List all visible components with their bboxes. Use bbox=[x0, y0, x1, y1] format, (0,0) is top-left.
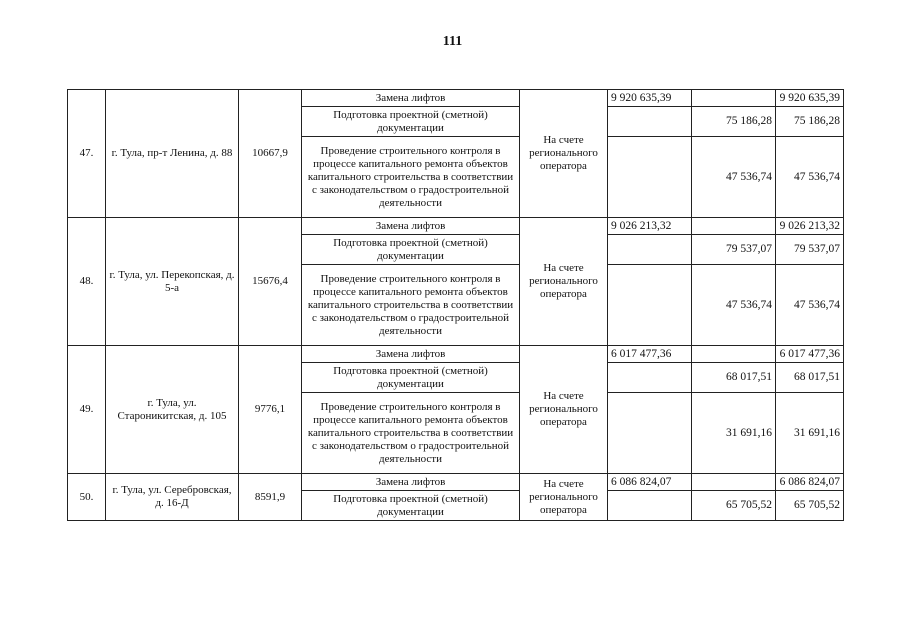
area-cell: 10667,9 bbox=[239, 90, 302, 218]
total-cell: 31 691,16 bbox=[776, 393, 844, 474]
total-cell: 75 186,28 bbox=[776, 107, 844, 137]
cost-cell: 6 086 824,07 bbox=[608, 474, 692, 491]
cost-cell bbox=[692, 90, 776, 107]
address-cell: г. Тула, ул. Серебровская, д. 16-Д bbox=[106, 474, 239, 521]
cost-cell: 79 537,07 bbox=[692, 235, 776, 265]
cost-cell bbox=[608, 265, 692, 346]
row-number: 48. bbox=[68, 218, 106, 346]
work-type-cell: Замена лифтов bbox=[302, 346, 520, 363]
address-cell: г. Тула, ул. Перекопская, д. 5-а bbox=[106, 218, 239, 346]
account-cell: На счете регионального оператора bbox=[520, 474, 608, 521]
total-cell: 47 536,74 bbox=[776, 265, 844, 346]
table-row bbox=[68, 90, 844, 107]
cost-cell: 68 017,51 bbox=[692, 363, 776, 393]
work-type-cell: Проведение строительного контроля в процессе капитального ремонта объектов капитального строительства в соответствии с законодательством о градостроительной деятельности bbox=[302, 393, 520, 474]
cost-cell bbox=[692, 218, 776, 235]
cost-cell: 47 536,74 bbox=[692, 137, 776, 218]
work-type-cell: Замена лифтов bbox=[302, 474, 520, 491]
total-cell: 68 017,51 bbox=[776, 363, 844, 393]
page-number: 111 bbox=[442, 34, 463, 49]
table-row bbox=[68, 474, 844, 491]
total-cell: 79 537,07 bbox=[776, 235, 844, 265]
work-type-cell: Проведение строительного контроля в процессе капитального ремонта объектов капитального строительства в соответствии с законодательством о градостроительной деятельности bbox=[302, 265, 520, 346]
cost-cell: 47 536,74 bbox=[692, 265, 776, 346]
row-number: 49. bbox=[68, 346, 106, 474]
work-type-cell: Подготовка проектной (сметной) документации bbox=[302, 235, 520, 265]
cost-cell: 6 017 477,36 bbox=[608, 346, 692, 363]
table-row bbox=[68, 218, 844, 235]
account-cell: На счете регионального оператора bbox=[520, 218, 608, 346]
total-cell: 65 705,52 bbox=[776, 491, 844, 521]
work-type-cell: Подготовка проектной (сметной) документации bbox=[302, 107, 520, 137]
repair-plan-table bbox=[67, 89, 844, 521]
cost-cell: 31 691,16 bbox=[692, 393, 776, 474]
total-cell: 9 920 635,39 bbox=[776, 90, 844, 107]
cost-cell bbox=[692, 474, 776, 491]
cost-cell bbox=[608, 393, 692, 474]
address-cell: г. Тула, ул. Староникитская, д. 105 bbox=[106, 346, 239, 474]
total-cell: 9 026 213,32 bbox=[776, 218, 844, 235]
work-type-cell: Замена лифтов bbox=[302, 90, 520, 107]
cost-cell bbox=[692, 346, 776, 363]
cost-cell bbox=[608, 363, 692, 393]
area-cell: 8591,9 bbox=[239, 474, 302, 521]
area-cell: 9776,1 bbox=[239, 346, 302, 474]
address-cell: г. Тула, пр-т Ленина, д. 88 bbox=[106, 90, 239, 218]
work-type-cell: Замена лифтов bbox=[302, 218, 520, 235]
work-type-cell: Подготовка проектной (сметной) документации bbox=[302, 363, 520, 393]
cost-cell bbox=[608, 235, 692, 265]
total-cell: 6 017 477,36 bbox=[776, 346, 844, 363]
cost-cell bbox=[608, 491, 692, 521]
work-type-cell: Проведение строительного контроля в процессе капитального ремонта объектов капитального строительства в соответствии с законодательством о градостроительной деятельности bbox=[302, 137, 520, 218]
cost-cell: 9 026 213,32 bbox=[608, 218, 692, 235]
area-cell: 15676,4 bbox=[239, 218, 302, 346]
account-cell: На счете регионального оператора bbox=[520, 90, 608, 218]
account-cell: На счете регионального оператора bbox=[520, 346, 608, 474]
total-cell: 6 086 824,07 bbox=[776, 474, 844, 491]
work-type-cell: Подготовка проектной (сметной) документации bbox=[302, 491, 520, 521]
cost-cell: 65 705,52 bbox=[692, 491, 776, 521]
table-row bbox=[68, 346, 844, 363]
row-number: 47. bbox=[68, 90, 106, 218]
total-cell: 47 536,74 bbox=[776, 137, 844, 218]
cost-cell bbox=[608, 137, 692, 218]
row-number: 50. bbox=[68, 474, 106, 521]
cost-cell: 75 186,28 bbox=[692, 107, 776, 137]
cost-cell bbox=[608, 107, 692, 137]
cost-cell: 9 920 635,39 bbox=[608, 90, 692, 107]
